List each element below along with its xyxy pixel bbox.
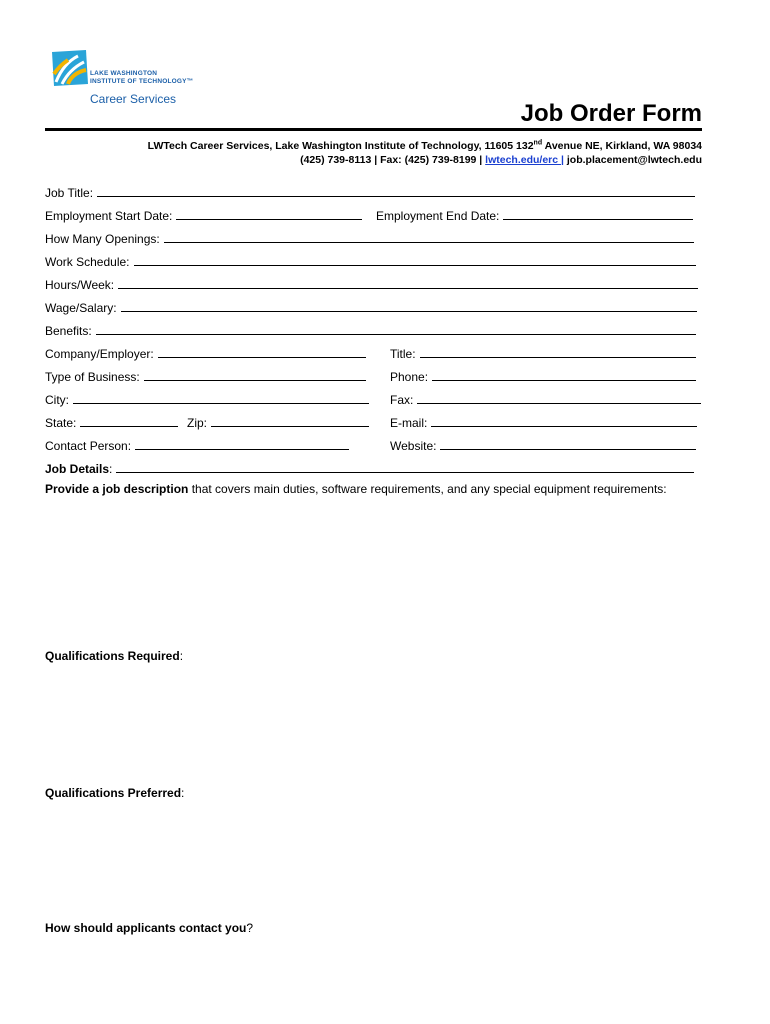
job-title-line[interactable] <box>97 195 695 197</box>
wage-line[interactable] <box>121 310 697 312</box>
phone-line[interactable] <box>432 379 696 381</box>
openings-field[interactable]: How Many Openings: <box>45 232 694 246</box>
fax-line[interactable] <box>417 402 701 404</box>
phone-field[interactable]: Phone: <box>390 370 696 384</box>
qualifications-preferred-label: Qualifications Preferred: <box>45 786 185 800</box>
start-date-field[interactable]: Employment Start Date: <box>45 209 362 223</box>
page-title: Job Order Form <box>520 100 702 127</box>
contact-person-field[interactable]: Contact Person: <box>45 439 349 453</box>
zip-line[interactable] <box>211 425 369 427</box>
benefits-line[interactable] <box>96 333 696 335</box>
start-date-line[interactable] <box>176 218 362 220</box>
lwtech-logo <box>48 48 198 108</box>
end-date-line[interactable] <box>503 218 693 220</box>
end-date-field[interactable]: Employment End Date: <box>376 209 693 223</box>
company-field[interactable]: Company/Employer: <box>45 347 366 361</box>
logo-career-services: Career Services <box>90 92 177 106</box>
zip-field[interactable]: Zip: <box>187 416 369 430</box>
fax-field[interactable]: Fax: <box>390 393 701 407</box>
state-line[interactable] <box>80 425 178 427</box>
header-contact: (425) 739-8113 | Fax: (425) 739-8199 | lwtech.edu/erc | job.placement@lwtech.edu <box>300 154 702 166</box>
contact-person-line[interactable] <box>135 448 349 450</box>
wage-field[interactable]: Wage/Salary: <box>45 301 697 315</box>
email-field[interactable]: E-mail: <box>390 416 697 430</box>
company-line[interactable] <box>158 356 366 358</box>
city-line[interactable] <box>73 402 369 404</box>
logo-mark-icon <box>48 48 90 88</box>
contact-title-line[interactable] <box>420 356 696 358</box>
website-line[interactable] <box>440 448 696 450</box>
job-details-field[interactable]: Job Details : <box>45 462 694 476</box>
city-field[interactable]: City: <box>45 393 369 407</box>
logo-name: LAKE WASHINGTON INSTITUTE OF TECHNOLOGY™ <box>90 70 194 85</box>
schedule-line[interactable] <box>134 264 696 266</box>
applicant-contact-label: How should applicants contact you? <box>45 921 254 935</box>
state-field[interactable]: State: <box>45 416 178 430</box>
email-line[interactable] <box>431 425 697 427</box>
business-type-field[interactable]: Type of Business: <box>45 370 366 384</box>
openings-line[interactable] <box>164 241 694 243</box>
job-details-line[interactable] <box>116 471 694 473</box>
schedule-field[interactable]: Work Schedule: <box>45 255 696 269</box>
business-type-line[interactable] <box>144 379 366 381</box>
benefits-field[interactable]: Benefits: <box>45 324 696 338</box>
job-description-prompt: Provide a job description that covers main duties, software requirements, and any special equipment requirements: <box>45 482 667 496</box>
qualifications-required-label: Qualifications Required: <box>45 649 184 663</box>
hours-field[interactable]: Hours/Week: <box>45 278 698 292</box>
website-field[interactable]: Website: <box>390 439 696 453</box>
contact-title-field[interactable]: Title: <box>390 347 696 361</box>
erc-link[interactable]: lwtech.edu/erc | <box>485 154 564 166</box>
header-address: LWTech Career Services, Lake Washington Institute of Technology, 11605 132nd Avenue NE, Kirkland, WA 98034 <box>147 139 702 152</box>
job-title-field[interactable]: Job Title: <box>45 186 695 200</box>
title-rule <box>45 128 702 131</box>
hours-line[interactable] <box>118 287 698 289</box>
